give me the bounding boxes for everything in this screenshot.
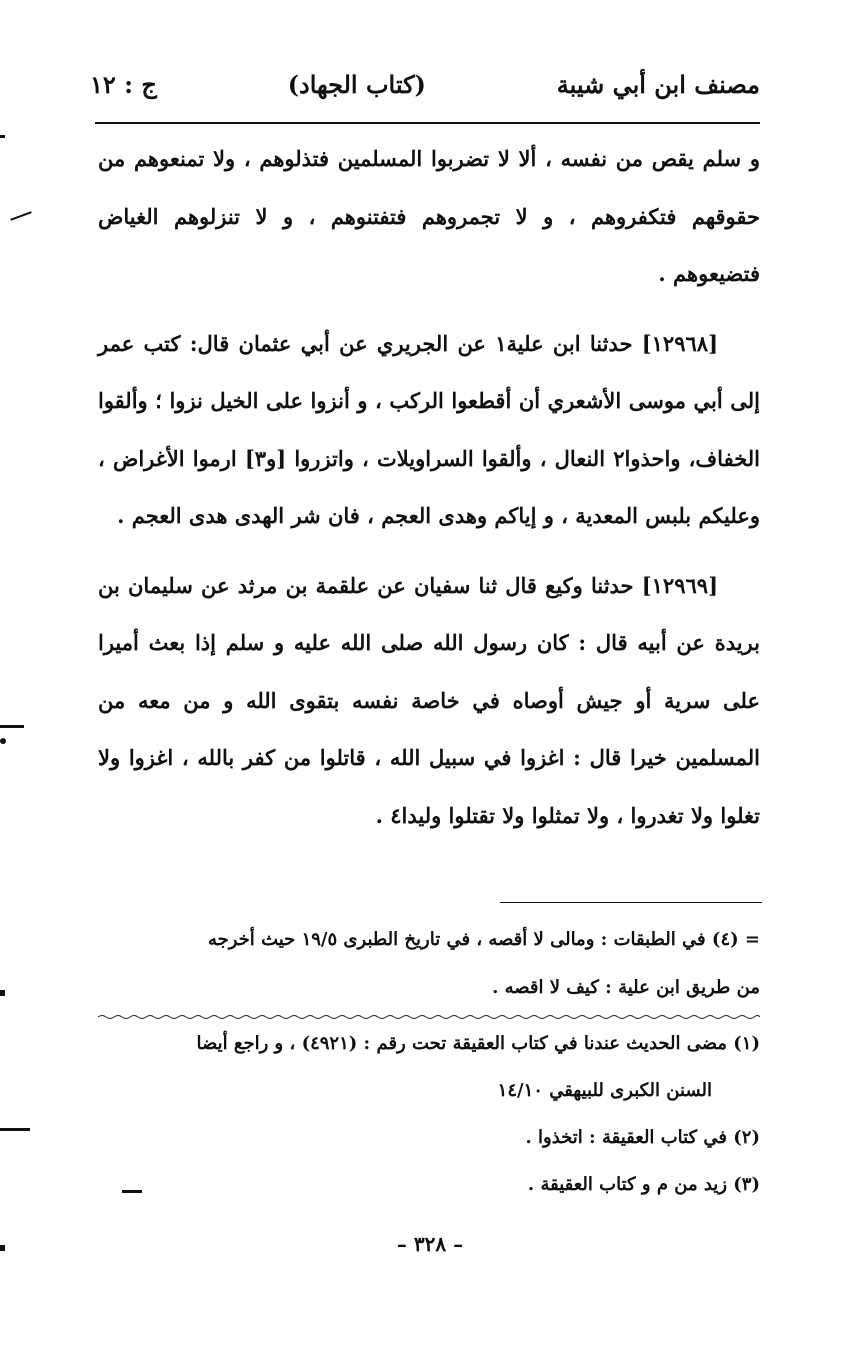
footnotes bbox=[98, 1020, 760, 1208]
page-header bbox=[90, 55, 760, 115]
footnote-1: (١) مضى الحديث عندنا في كتاب العقيقة تحت رقم : (٤٩٢١) ، و راجع أيضا bbox=[196, 1033, 760, 1054]
hadith-12969: [١٢٩٦٩] حدثنا وكيع قال ثنا سفيان عن علقمة بن مرثد عن سليمان بن بريدة عن أبيه قال : كان رسول الله صلى الله عليه و سلم إذا بعث أميرا على سرية أو جيش أوصاه في خاصة نفسه بتقوى الله و من معه من المسلمين خيرا قال : اغزوا في سبيل الله ، قاتلوا من كفر بالله ، اغزوا ولا تغلوا ولا تغدروا ، ولا تمثلوا ولا تقتلوا وليدا٤ . bbox=[98, 572, 760, 828]
scan-speck bbox=[0, 738, 6, 744]
scan-speck bbox=[0, 1245, 5, 1251]
footnote-1-continuation: السنن الكبرى للبيهقي ١٤/١٠ bbox=[497, 1080, 712, 1101]
footnote-continuation-line: = (٤) في الطبقات : ومالى لا أقصه ، في تاريخ الطبرى ١٩/٥ حيث أخرجه bbox=[207, 929, 760, 950]
section-title: (كتاب الجهاد) bbox=[287, 70, 426, 99]
footnote-continuation bbox=[98, 916, 760, 1012]
footnote-3: (٣) زيد من م و كتاب العقيقة . bbox=[527, 1174, 760, 1195]
scan-speck bbox=[122, 1190, 142, 1193]
book-title: مصنف ابن أبي شيبة bbox=[556, 70, 760, 99]
scan-speck bbox=[0, 135, 5, 138]
scan-speck bbox=[0, 1128, 30, 1131]
header-rule bbox=[95, 122, 760, 124]
page-number: – ٣٢٨ – bbox=[396, 1232, 464, 1256]
paragraph-continuation: و سلم يقص من نفسه ، ألا لا تضربوا المسلمين فتذلوهم ، ولا تمنعوهم من حقوقهم فتكفروهم ، و لا تجمروهم فتفتنوهم ، و لا تنزلوهم الغياض فتضيعوهم . bbox=[98, 146, 760, 286]
footnote-2: (٢) في كتاب العقيقة : اتخذوا . bbox=[525, 1127, 760, 1148]
scan-speck bbox=[10, 211, 31, 220]
footnote-continuation-line: من طريق ابن علية : كيف لا اقصه . bbox=[492, 977, 760, 998]
main-text bbox=[98, 130, 760, 844]
hadith-12968: [١٢٩٦٨] حدثنا ابن علية١ عن الجريري عن أبي عثمان قال: كتب عمر إلى أبي موسى الأشعري أن أقطعوا الركب ، و أنزوا على الخيل نزوا ؛ وألقوا الخفاف، واحذوا٢ النعال ، وألقوا السراويلات ، واتزروا [و٣] ارموا الأغراض ، وعليكم بلبس المعدية ، و إياكم وهدى العجم ، فان شر الهدى هدى العجم . bbox=[98, 330, 760, 528]
volume-number: ج : ١٢ bbox=[90, 70, 157, 99]
footnote-rule bbox=[500, 902, 762, 903]
scan-speck bbox=[0, 725, 24, 728]
scan-speck bbox=[0, 990, 5, 996]
